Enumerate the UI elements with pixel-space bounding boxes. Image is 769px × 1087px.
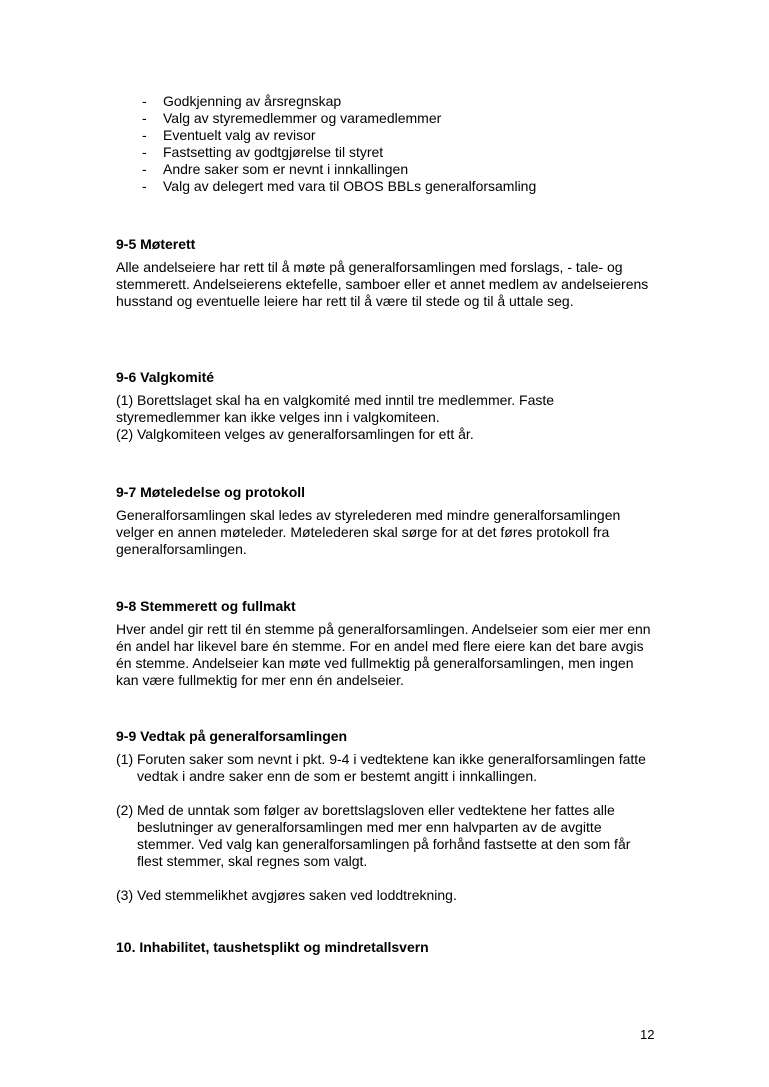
section-9-9 — [116, 728, 656, 904]
section-9-7 — [116, 484, 656, 558]
list-item: - Godkjenning av årsregnskap — [142, 93, 342, 109]
section-body: (1) Borettslaget skal ha en valgkomité med inntil tre medlemmer. Faste styremedlemmer kan ikke velges inn i valgkomiteen. — [116, 392, 555, 425]
section-body: Hver andel gir rett til én stemme på generalforsamlingen. Andelseier som eier mer enn én andel har likevel bare én stemme. For en andel med flere eiere kan det bare avgis én stemme. Andelseier kan møte ved fullmektig på generalforsamlingen, men ingen kan være fullmektig for mer enn én andelseier. — [116, 621, 651, 688]
list-item: - Eventuelt valg av revisor — [142, 127, 316, 143]
section-body: (2) Valgkomiteen velges av generalforsamlingen for ett år. — [116, 426, 474, 442]
section-9-5 — [116, 236, 656, 310]
section-heading: 9-9 Vedtak på generalforsamlingen — [116, 728, 348, 744]
numbered-item: (1) Foruten saker som nevnt i pkt. 9-4 i vedtektene kan ikke generalforsamlingen fatte vedtak i andre saker enn de som er bestemt angitt i innkallingen. — [116, 751, 646, 784]
numbered-item: (2) Med de unntak som følger av borettslagsloven eller vedtektene her fattes alle beslutninger av generalforsamlingen med mer enn halvparten av de avgitte stemmer. Ved valg kan generalforsamlingen på forhånd fastsette at den som får flest stemmer, skal regnes som valgt. — [116, 802, 631, 869]
list-item: - Fastsetting av godtgjørelse til styret — [142, 144, 384, 160]
section-heading: 9-6 Valgkomité — [116, 369, 215, 385]
list-item: - Valg av styremedlemmer og varamedlemmer — [142, 110, 442, 126]
list-item: - Andre saker som er nevnt i innkallingen — [142, 161, 409, 177]
section-heading: 9-5 Møterett — [116, 236, 196, 252]
section-body: Alle andelseiere har rett til å møte på generalforsamlingen med forslags, - tale- og stemmerett. Andelseierens ektefelle, samboer eller et annet medlem av andelseierens husstand og eventuelle leiere har rett til å være til stede og til å uttale seg. — [116, 259, 649, 309]
section-body: Generalforsamlingen skal ledes av styrelederen med mindre generalforsamlingen velger en annen møteleder. Møtelederen skal sørge for at det føres protokoll fra generalforsamlingen. — [116, 507, 621, 557]
page-number: 12 — [640, 1027, 655, 1042]
section-heading: 9-8 Stemmerett og fullmakt — [116, 598, 296, 614]
list-item: - Valg av delegert med vara til OBOS BBLs generalforsamling — [142, 178, 537, 194]
section-9-6 — [116, 369, 656, 443]
section-10-heading: 10. Inhabilitet, taushetsplikt og mindretallsvern — [116, 939, 429, 955]
section-9-8 — [116, 598, 656, 689]
numbered-item: (3) Ved stemmelikhet avgjøres saken ved loddtrekning. — [116, 887, 457, 903]
section-heading: 9-7 Møteledelse og protokoll — [116, 484, 306, 500]
agenda-list — [142, 93, 536, 195]
